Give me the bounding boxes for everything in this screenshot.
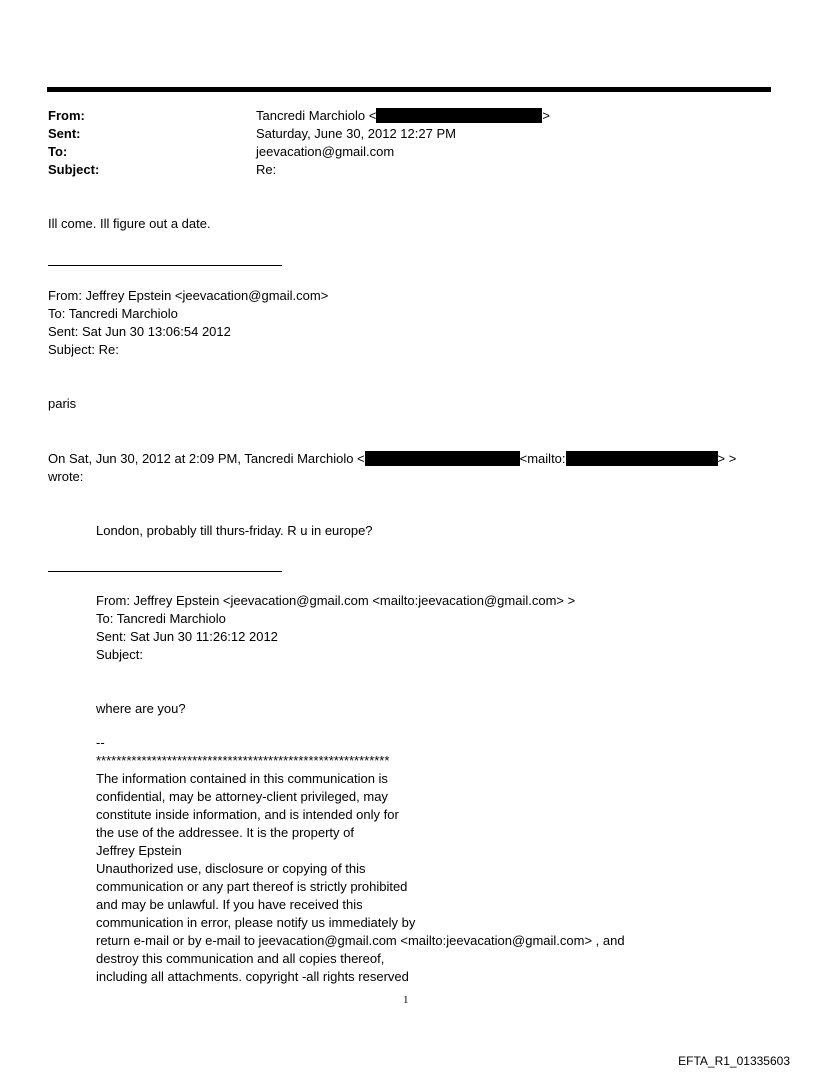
disclaimer-line: return e-mail or by e-mail to jeevacation@gmail.com <mailto:jeevacation@gmail.com> , and — [96, 933, 625, 948]
disclaimer-line: communication or any part thereof is strictly prohibited — [96, 879, 408, 894]
sent-label: Sent: — [48, 126, 81, 141]
subject-value: Re: — [256, 162, 277, 177]
signature-dashes: -- — [96, 735, 105, 750]
redaction-bar — [365, 451, 520, 466]
disclaimer-line: Unauthorized use, disclosure or copying of this — [96, 861, 366, 876]
sent-value: Saturday, June 30, 2012 12:27 PM — [256, 126, 456, 141]
mailto-prefix: <mailto: — [519, 451, 566, 466]
disclaimer-line: the use of the addressee. It is the property of — [96, 825, 354, 840]
disclaimer-line: including all attachments. copyright -all rights reserved — [96, 969, 409, 984]
to-label: To: — [48, 144, 68, 159]
disclaimer-line: and may be unlawful. If you have received this — [96, 897, 363, 912]
from-close: > — [542, 108, 550, 123]
from-name: Tancredi Marchiolo < — [256, 108, 377, 123]
disclaimer-line: constitute inside information, and is intended only for — [96, 807, 399, 822]
disclaimer-line: destroy this communication and all copies thereof, — [96, 951, 385, 966]
quoted-sent: Sent: Sat Jun 30 11:26:12 2012 — [96, 629, 278, 644]
quoted-to: To: Tancredi Marchiolo — [48, 306, 178, 321]
wrote-close: > > — [717, 451, 737, 466]
to-value: jeevacation@gmail.com — [256, 144, 395, 159]
quoted-from: From: Jeffrey Epstein <jeevacation@gmail.com> — [48, 288, 329, 303]
quoted-to: To: Tancredi Marchiolo — [96, 611, 226, 626]
reply-text: Ill come. Ill figure out a date. — [48, 216, 211, 231]
where-text: where are you? — [96, 701, 186, 716]
wrote-line — [48, 450, 736, 468]
stars-divider: ********************************************************** — [96, 753, 390, 768]
redaction-bar — [376, 108, 542, 123]
wrote-text: wrote: — [48, 469, 84, 484]
disclaimer-line: The information contained in this communication is — [96, 771, 388, 786]
disclaimer-line: communication in error, please notify us immediately by — [96, 915, 416, 930]
quoted-header-1 — [48, 287, 328, 359]
subject-label: Subject: — [48, 162, 100, 177]
from-label: From: — [48, 108, 85, 123]
quoted-subject: Subject: — [96, 647, 143, 662]
quote-separator — [48, 571, 282, 572]
quoted-subject: Subject: Re: — [48, 342, 119, 357]
quoted-sent: Sent: Sat Jun 30 13:06:54 2012 — [48, 324, 231, 339]
paris-text: paris — [48, 396, 77, 411]
quoted-header-2 — [96, 592, 575, 664]
quoted-from: From: Jeffrey Epstein <jeevacation@gmail.com <mailto:jeevacation@gmail.com> > — [96, 593, 576, 608]
london-text: London, probably till thurs-friday. R u in europe? — [96, 523, 373, 538]
document-id: EFTA_R1_01335603 — [678, 1054, 790, 1068]
quote-separator — [48, 265, 282, 266]
wrote-prefix: On Sat, Jun 30, 2012 at 2:09 PM, Tancredi Marchiolo < — [48, 451, 365, 466]
disclaimer-line: Jeffrey Epstein — [96, 843, 182, 858]
disclaimer-line: confidential, may be attorney-client privileged, may — [96, 789, 388, 804]
header-rule — [47, 87, 771, 92]
page-number: 1 — [403, 994, 409, 1006]
redaction-bar — [566, 451, 718, 466]
from-value — [256, 107, 550, 125]
disclaimer — [96, 770, 625, 986]
